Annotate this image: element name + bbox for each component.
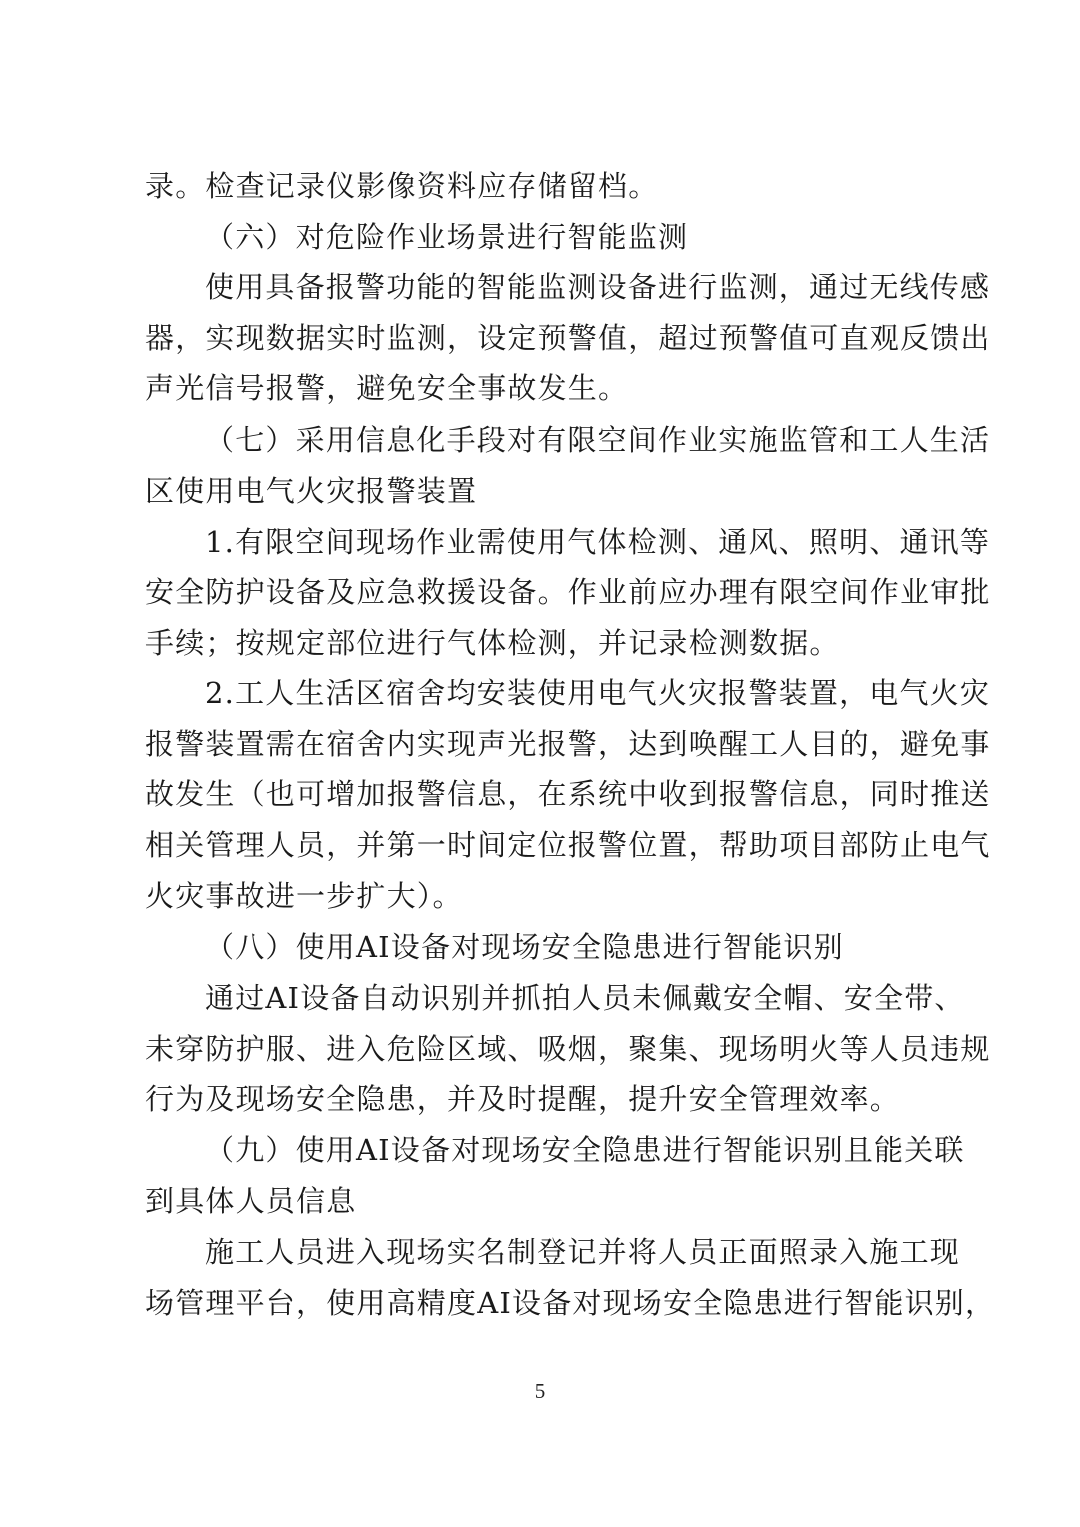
section-heading: （八）使用AI设备对现场安全隐患进行智能识别 — [205, 930, 844, 964]
text-line: 手续；按规定部位进行气体检测，并记录检测数据。 — [145, 626, 840, 660]
section-heading: （九）使用AI设备对现场安全隐患进行智能识别且能关联 — [205, 1133, 965, 1167]
text-line: 火灾事故进一步扩大）。 — [145, 879, 463, 913]
text-line: 行为及现场安全隐患，并及时提醒，提升安全管理效率。 — [145, 1082, 901, 1116]
text-line: 1.有限空间现场作业需使用气体检测、通风、照明、通讯等 — [205, 525, 991, 559]
text-line: 声光信号报警，避免安全事故发生。 — [145, 371, 629, 405]
text-line: 录。检查记录仪影像资料应存储留档。 — [145, 169, 659, 203]
text-line: 报警装置需在宿舍内实现声光报警，达到唤醒工人目的，避免事 — [145, 727, 991, 761]
text-line: 2.工人生活区宿舍均安装使用电气火灾报警装置，电气火灾 — [205, 676, 991, 710]
text-line: 相关管理人员，并第一时间定位报警位置，帮助项目部防止电气 — [145, 828, 991, 862]
text-line: 器，实现数据实时监测，设定预警值，超过预警值可直观反馈出 — [145, 321, 991, 355]
text-line: 使用具备报警功能的智能监测设备进行监测，通过无线传感 — [205, 270, 991, 304]
page-number: 5 — [534, 1379, 546, 1403]
section-heading: 到具体人员信息 — [145, 1184, 357, 1218]
section-heading: （七）采用信息化手段对有限空间作业实施监管和工人生活 — [205, 423, 991, 457]
text-line: 通过AI设备自动识别并抓拍人员未佩戴安全帽、安全带、 — [205, 981, 965, 1015]
text-line: 场管理平台，使用高精度AI设备对现场安全隐患进行智能识别， — [145, 1286, 996, 1320]
text-line: 未穿防护服、进入危险区域、吸烟，聚集、现场明火等人员违规 — [145, 1032, 991, 1066]
text-line: 安全防护设备及应急救援设备。作业前应办理有限空间作业审批 — [145, 575, 991, 609]
section-heading: 区使用电气火灾报警装置 — [145, 474, 478, 508]
section-heading: （六）对危险作业场景进行智能监测 — [205, 220, 689, 254]
text-line: 施工人员进入现场实名制登记并将人员正面照录入施工现 — [205, 1235, 961, 1269]
text-line: 故发生（也可增加报警信息，在系统中收到报警信息，同时推送 — [145, 777, 991, 811]
